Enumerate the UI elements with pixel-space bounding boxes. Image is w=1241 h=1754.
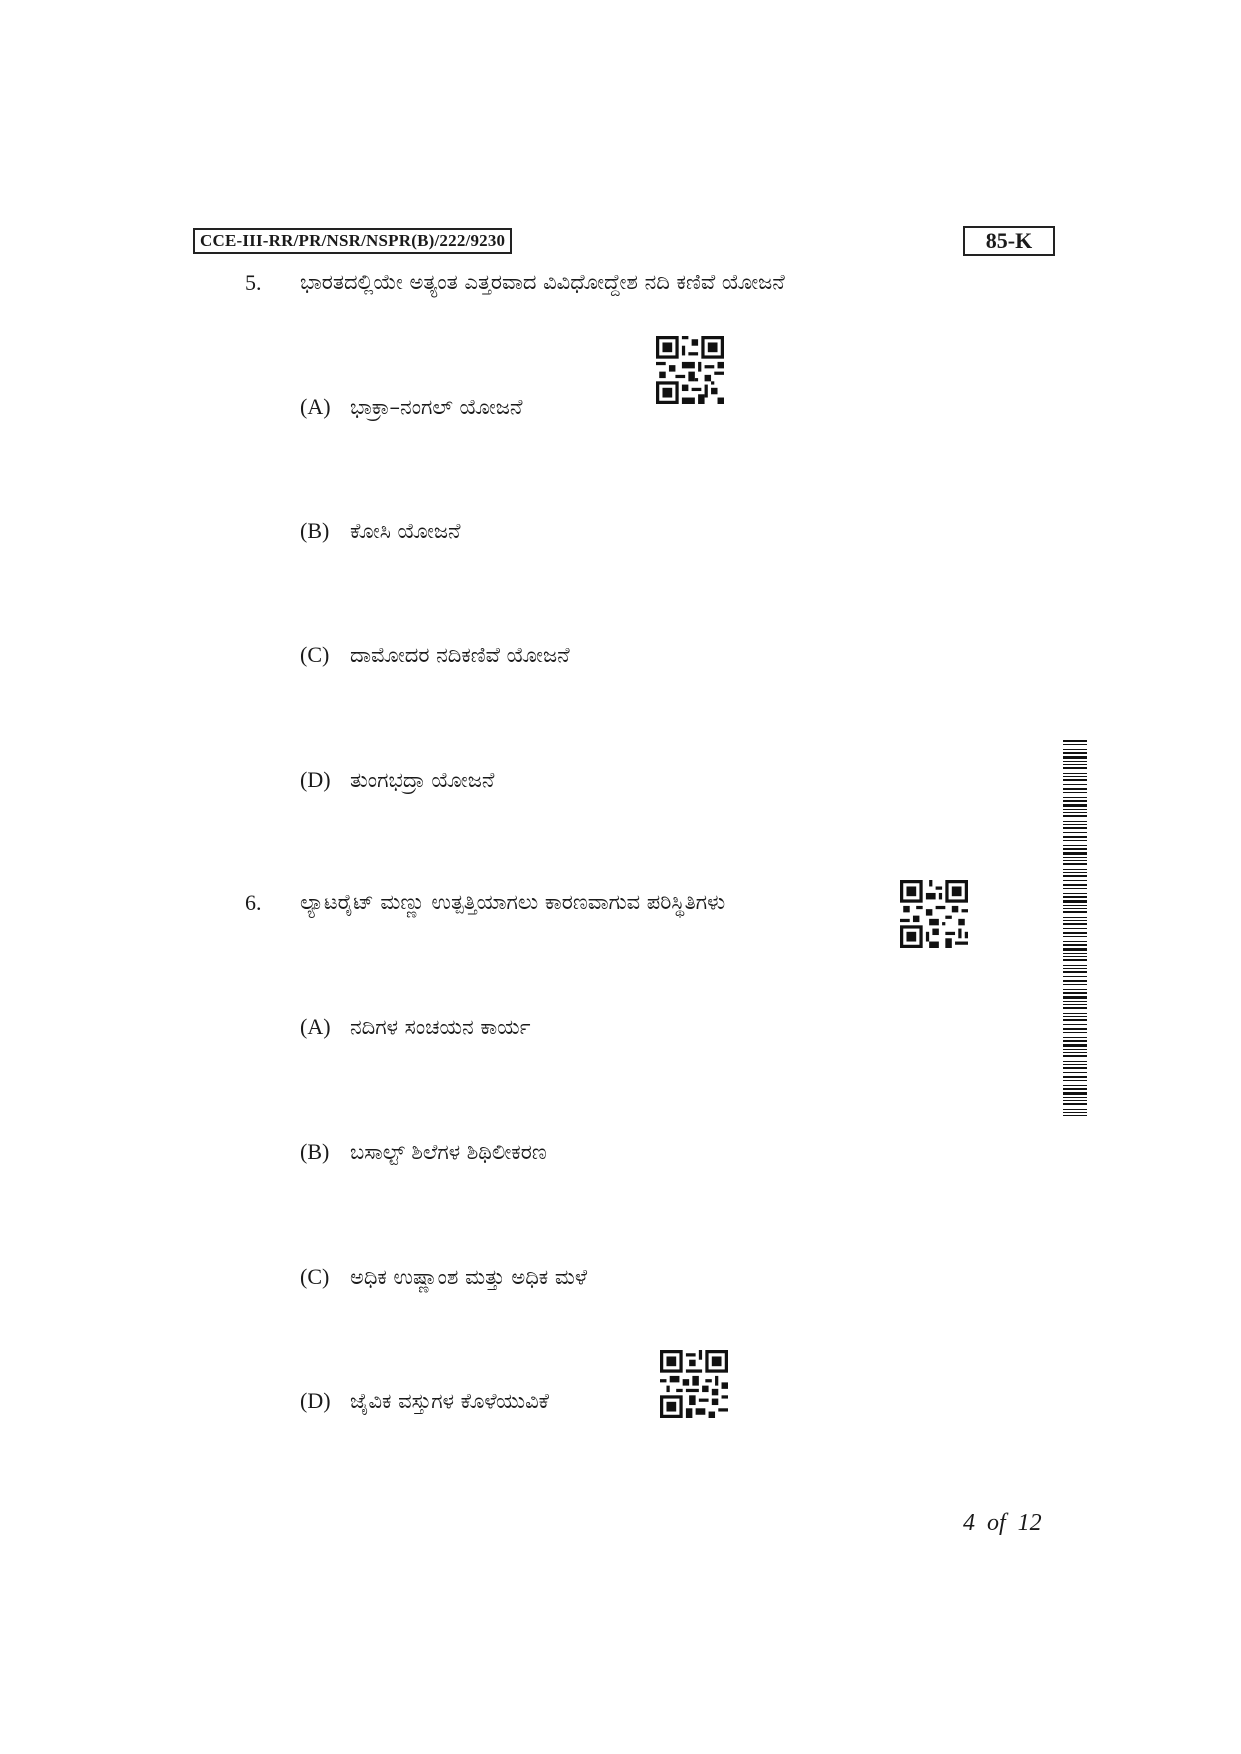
barcode-bar — [1063, 784, 1087, 785]
barcode-bar — [1063, 1064, 1087, 1065]
barcode-bar — [1063, 764, 1087, 765]
barcode-bar — [1063, 888, 1087, 889]
barcode-bar — [1063, 911, 1087, 913]
barcode-bar — [1063, 1112, 1087, 1113]
barcode-bar — [1063, 965, 1087, 966]
barcode-bar — [1063, 884, 1087, 886]
barcode-bar — [1063, 875, 1087, 877]
barcode-bar — [1063, 860, 1087, 861]
barcode-bar — [1063, 832, 1087, 833]
barcode-bar — [1063, 800, 1087, 802]
barcode-bar — [1063, 1061, 1087, 1062]
barcode-bar — [1063, 1019, 1087, 1021]
barcode-icon — [1063, 740, 1087, 1116]
barcode-bar — [1063, 959, 1087, 961]
barcode-bar — [1063, 1067, 1087, 1069]
question-number: 5. — [245, 270, 262, 295]
barcode-bar — [1063, 1013, 1087, 1014]
barcode-bar — [1063, 824, 1087, 825]
barcode-bar — [1063, 1049, 1087, 1050]
page-number — [963, 1510, 1042, 1537]
barcode-bar — [1063, 776, 1087, 777]
barcode-bar — [1063, 996, 1087, 999]
option-text: ನದಿಗಳ ಸಂಚಯನ ಕಾರ್ಯ — [350, 1015, 531, 1039]
barcode-bar — [1063, 848, 1087, 850]
barcode-bar — [1063, 984, 1087, 985]
barcode-bar — [1063, 1016, 1087, 1017]
barcode-bar — [1063, 917, 1087, 918]
option-a[interactable] — [300, 1014, 531, 1040]
barcode-bar — [1063, 740, 1087, 742]
barcode-bar — [1063, 1100, 1087, 1101]
barcode-bar — [1063, 980, 1087, 982]
barcode-bar — [1063, 836, 1087, 838]
barcode-bar — [1063, 840, 1087, 841]
barcode-bar — [1063, 792, 1087, 793]
barcode-bar — [1063, 923, 1087, 925]
option-a[interactable] — [300, 394, 522, 420]
barcode-bar — [1063, 749, 1087, 750]
option-d[interactable] — [300, 767, 494, 793]
option-label: (C) — [300, 1264, 330, 1289]
option-label: (D) — [300, 1388, 331, 1413]
barcode-bar — [1063, 797, 1087, 798]
barcode-bar — [1063, 941, 1087, 942]
barcode-bar — [1063, 869, 1087, 870]
option-text: ಕೋಸಿ ಯೋಜನೆ — [350, 519, 461, 543]
barcode-bar — [1063, 1037, 1087, 1038]
barcode-bar — [1063, 992, 1087, 994]
barcode-bar — [1063, 812, 1087, 813]
barcode-bar — [1063, 821, 1087, 822]
barcode-bar — [1063, 744, 1087, 745]
barcode-bar — [1063, 1024, 1087, 1025]
barcode-bar — [1063, 1088, 1087, 1090]
barcode-bar — [1063, 767, 1087, 769]
qr-code-icon — [900, 880, 968, 948]
option-label: (D) — [300, 767, 331, 792]
barcode-bar — [1063, 827, 1087, 829]
barcode-bar — [1063, 1028, 1087, 1030]
barcode-bar — [1063, 845, 1087, 846]
option-label: (B) — [300, 1139, 330, 1164]
barcode-bar — [1063, 1103, 1087, 1105]
option-text: ಬಸಾಲ್ಟ್ ಶಿಲೆಗಳ ಶಿಥಿಲೀಕರಣ — [350, 1140, 547, 1164]
qr-code-icon — [660, 1350, 728, 1418]
question-number: 6. — [245, 890, 262, 915]
barcode-bar — [1063, 1076, 1087, 1078]
barcode-bar — [1063, 788, 1087, 790]
barcode-bar — [1063, 971, 1087, 973]
barcode-bar — [1063, 932, 1087, 934]
qr-code-icon — [656, 336, 724, 404]
barcode-bar — [1063, 1007, 1087, 1009]
barcode-bar — [1063, 1097, 1087, 1098]
barcode-bar — [1063, 1052, 1087, 1053]
barcode-bar — [1063, 968, 1087, 969]
barcode-bar — [1063, 989, 1087, 990]
barcode-bar — [1063, 857, 1087, 858]
barcode-bar — [1063, 936, 1087, 937]
barcode-bar — [1063, 920, 1087, 921]
page-total: 12 — [1017, 1510, 1042, 1536]
barcode-bar — [1063, 956, 1087, 957]
barcode-bar — [1063, 1004, 1087, 1005]
option-c[interactable] — [300, 642, 570, 668]
option-label: (C) — [300, 642, 330, 667]
set-code: 85-K — [963, 226, 1055, 256]
barcode-bar — [1063, 761, 1087, 762]
page-of: of — [987, 1510, 1006, 1536]
option-b[interactable] — [300, 1139, 547, 1165]
barcode-bar — [1063, 1040, 1087, 1042]
option-text: ತುಂಗಭದ್ರಾ ಯೋಜನೆ — [350, 768, 495, 792]
barcode-bar — [1063, 773, 1087, 774]
option-text: ದಾಮೋದರ ನದಿಕಣಿವೆ ಯೋಜನೆ — [350, 643, 570, 667]
question-text: ಲ್ಯಾಟರೈಟ್ ಮಣ್ಣು ಉತ್ಪತ್ತಿಯಾಗಲು ಕಾರಣವಾಗುವ ಪರಿಸ್ಥಿತಿಗಳು — [300, 890, 726, 914]
option-label: (A) — [300, 394, 331, 419]
barcode-bar — [1063, 804, 1087, 807]
barcode-bar — [1063, 976, 1087, 977]
option-text: ಭಾಕ್ರಾ–ನಂಗಲ್ ಯೋಜನೆ — [350, 395, 523, 419]
barcode-bar — [1063, 872, 1087, 873]
barcode-bar — [1063, 863, 1087, 865]
barcode-bar — [1063, 928, 1087, 929]
option-b[interactable] — [300, 518, 461, 544]
barcode-bar — [1063, 1001, 1087, 1002]
barcode-bar — [1063, 953, 1087, 954]
barcode-bar — [1063, 880, 1087, 881]
barcode-bar — [1063, 905, 1087, 906]
option-text: ಜೈವಿಕ ವಸ್ತುಗಳ ಕೊಳೆಯುವಿಕೆ — [350, 1389, 549, 1413]
barcode-bar — [1063, 948, 1087, 951]
barcode-bar — [1063, 1115, 1087, 1116]
page-current: 4 — [963, 1510, 975, 1536]
barcode-bar — [1063, 815, 1087, 817]
barcode-bar — [1063, 908, 1087, 909]
barcode-bar — [1063, 1109, 1087, 1110]
barcode-bar — [1063, 1072, 1087, 1073]
barcode-bar — [1063, 1085, 1087, 1086]
paper-code: CCE-III-RR/PR/NSR/NSPR(B)/222/9230 — [193, 228, 512, 254]
barcode-bar — [1063, 1080, 1087, 1081]
option-c[interactable] — [300, 1264, 587, 1290]
barcode-bar — [1063, 779, 1087, 781]
barcode-bar — [1063, 852, 1087, 855]
barcode-bar — [1063, 809, 1087, 810]
option-label: (A) — [300, 1014, 331, 1039]
option-text: ಅಧಿಕ ಉಷ್ಣಾಂಶ ಮತ್ತು ಅಧಿಕ ಮಳೆ — [350, 1265, 588, 1289]
barcode-bar — [1063, 944, 1087, 946]
barcode-bar — [1063, 1044, 1087, 1047]
barcode-bar — [1063, 1055, 1087, 1057]
barcode-bar — [1063, 896, 1087, 898]
barcode-bar — [1063, 756, 1087, 759]
option-d[interactable] — [300, 1388, 549, 1414]
question-text: ಭಾರತದಲ್ಲಿಯೇ ಅತ್ಯಂತ ಎತ್ತರವಾದ ವಿವಿಧೋದ್ದೇಶ ನದಿ ಕಣಿವೆ ಯೋಜನೆ — [300, 270, 785, 294]
barcode-bar — [1063, 900, 1087, 903]
barcode-bar — [1063, 1092, 1087, 1095]
barcode-bar — [1063, 1032, 1087, 1033]
option-label: (B) — [300, 518, 330, 543]
barcode-bar — [1063, 752, 1087, 754]
barcode-bar — [1063, 893, 1087, 894]
